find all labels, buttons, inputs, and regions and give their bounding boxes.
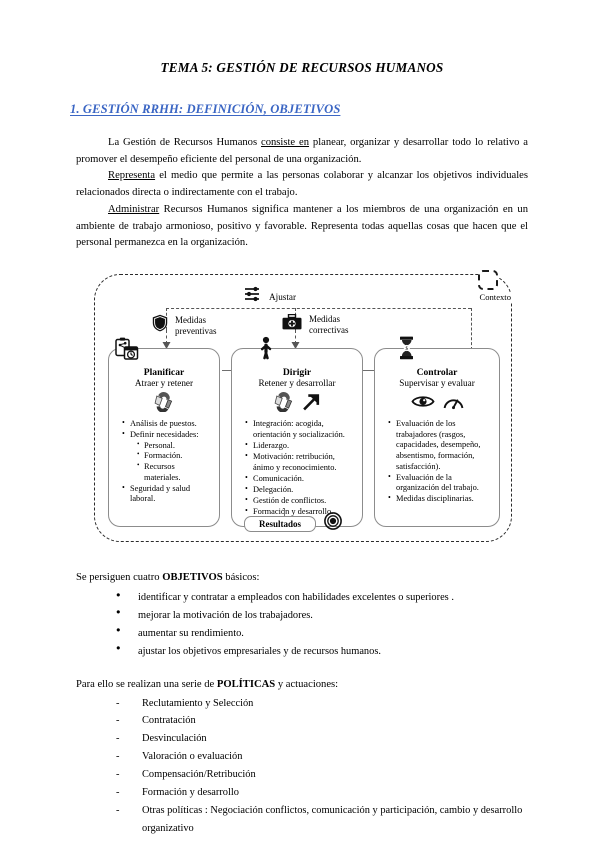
- card-planificar-head: [115, 367, 213, 389]
- objectives-lead: [76, 570, 528, 587]
- list-item: [138, 451, 211, 462]
- policies-lead: [76, 677, 528, 694]
- list-item: [116, 766, 528, 784]
- card-dirigir-item-2: Motivación: retribución, ánimo y reconocimiento.: [253, 451, 337, 472]
- first-aid-kit-icon: [282, 314, 302, 335]
- gauge-icon: [443, 394, 464, 415]
- card-planificar-icons: [115, 393, 213, 415]
- card-dirigir-item-3: Comunicación.: [253, 473, 304, 483]
- list-item: [390, 419, 491, 472]
- preventive-line-2: preventivas: [175, 325, 217, 336]
- list-item: [138, 441, 211, 452]
- list-item: [116, 712, 528, 730]
- objectives-item-3: ajustar los objetivos empresariales y de recursos humanos.: [138, 645, 381, 657]
- card-controlar-head: [381, 367, 493, 389]
- policies-item-4: Compensación/Retribución: [142, 769, 256, 781]
- sliders-icon: [244, 286, 261, 307]
- hrm-process-diagram: [94, 270, 514, 548]
- card-dirigir: [231, 348, 363, 527]
- list-item: [116, 730, 528, 748]
- adjust-node: [244, 286, 296, 307]
- target-dot-icon: [324, 512, 342, 535]
- card-dirigir-head: [238, 367, 356, 389]
- list-item: [138, 462, 211, 483]
- paragraph-1-rest: planear, organizar y desarrollar todo lo relativo a promover el desempeño eficiente del personal de una organización.: [76, 137, 529, 165]
- svg-text:$: $: [405, 347, 409, 353]
- card-dirigir-item-5: Gestión de conflictos.: [253, 495, 327, 505]
- card-planificar-sublist: [130, 441, 211, 483]
- objectives-lead-after: básicos:: [222, 572, 260, 584]
- magnifier-money-icon: [397, 336, 419, 365]
- card-controlar-list: [381, 419, 493, 505]
- policies-lead-before: Para ello se realizan una serie de: [76, 678, 217, 690]
- list-item: [390, 494, 491, 505]
- eye-icon: [411, 394, 435, 414]
- card-controlar-item-0: Evaluación de los trabajadores (rasgos, capacidades, desempeño, absentismo, formación, satisfacción).: [396, 419, 481, 471]
- list-item: [247, 496, 354, 507]
- policies-item-0: Reclutamiento y Selección: [142, 697, 254, 709]
- list-item: [116, 607, 528, 625]
- preventive-measures-node: [152, 314, 216, 337]
- list-item: [247, 485, 354, 496]
- card-dirigir-subtitle: Retener y desarrollar: [258, 378, 336, 389]
- policies-list: [76, 695, 528, 838]
- diagram-cards: [108, 348, 500, 527]
- paragraph-2: [76, 168, 528, 201]
- list-item: [116, 625, 528, 643]
- magnet-icon: [274, 392, 294, 417]
- paragraph-3: [76, 202, 528, 252]
- card-planificar-item-1: Definir necesidades:: [130, 430, 199, 440]
- paragraph-1: [76, 135, 528, 168]
- card-planificar-item-0: Análisis de puestos.: [130, 419, 197, 429]
- list-item: [116, 748, 528, 766]
- card-controlar-title: Controlar: [416, 367, 458, 379]
- corrective-measures-label: [309, 314, 348, 336]
- corrective-line-1: Medidas: [309, 314, 340, 325]
- card-controlar: [374, 348, 500, 527]
- list-item: [116, 589, 528, 607]
- card-planificar-item-2: Seguridad y salud laboral.: [130, 483, 191, 504]
- paragraph-3-rest: Recursos Humanos significa mantener a los miembros de una organización en un ambiente de trabajo armonioso, positivo y favorable. Representa todas aquellas cosas que hacen que el personal permanezca en la organización.: [76, 203, 528, 249]
- card-dirigir-icons: [238, 393, 356, 415]
- card-controlar-item-1: Evaluación de la organización del trabajo.: [396, 472, 479, 493]
- list-item: [116, 695, 528, 713]
- card-dirigir-item-4: Delegación.: [253, 484, 294, 494]
- list-item: [124, 430, 211, 483]
- result-node: [244, 512, 342, 535]
- card-planificar-sub-0: Personal.: [144, 440, 175, 450]
- page-title: TEMA 5: GESTIÓN DE RECURSOS HUMANOS: [160, 60, 444, 75]
- paragraph-2-rest: el medio que permite a las personas colaborar y alcanzar los objetivos individuales relacionados directa o indirectamente con el trabajo.: [76, 170, 528, 199]
- arrow-up-right-icon: [302, 392, 321, 416]
- objectives-item-1: mejorar la motivación de los trabajadores.: [138, 609, 313, 621]
- list-item: [247, 452, 354, 473]
- clipboard-calendar-icon: [115, 337, 139, 366]
- card-controlar-item-2: Medidas disciplinarias.: [396, 494, 474, 504]
- policies-item-1: Contratación: [142, 715, 196, 727]
- card-controlar-subtitle: Supervisar y evaluar: [399, 378, 475, 389]
- list-item: [124, 419, 211, 430]
- list-item: [124, 484, 211, 505]
- person-raising-arms-icon: [254, 336, 278, 365]
- result-label: Resultados: [244, 516, 316, 532]
- objectives-item-2: aumentar su rendimiento.: [138, 627, 244, 639]
- preventive-line-1: Medidas: [175, 314, 206, 325]
- objectives-item-0: identificar y contratar a empleados con habilidades excelentes o superiores .: [138, 592, 454, 604]
- card-planificar-sub-2: Recursos materiales.: [144, 462, 181, 482]
- policies-item-3: Valoración o evaluación: [142, 751, 243, 763]
- policies-item-5: Formación y desarrollo: [142, 787, 239, 799]
- list-item: [116, 784, 528, 802]
- context-label: Contexto: [479, 292, 511, 303]
- list-item: [390, 473, 491, 494]
- card-dirigir-title: Dirigir: [282, 367, 312, 379]
- policies-item-6: Otras políticas : Negociación conflictos, comunicación y participación, cambio y desarrollo organizativo: [142, 804, 523, 834]
- card-planificar-list: [115, 419, 213, 505]
- list-item: [116, 802, 528, 838]
- shield-icon: [152, 314, 168, 337]
- objectives-lead-bold: OBJETIVOS: [162, 572, 223, 584]
- preventive-measures-label: [175, 315, 216, 337]
- corrective-line-2: correctivas: [309, 324, 349, 335]
- section-heading-1: 1. GESTIÓN RRHH: DEFINICIÓN, OBJETIVOS: [70, 102, 341, 116]
- list-item: [247, 441, 354, 452]
- feedback-bus-horizontal: [166, 308, 471, 309]
- policies-item-2: Desvinculación: [142, 733, 207, 745]
- card-planificar-sub-1: Formación.: [144, 451, 183, 461]
- objectives-list: [76, 589, 528, 661]
- feedback-bus-right: [471, 308, 472, 350]
- card-planificar: [108, 348, 220, 527]
- adjust-label: Ajustar: [269, 291, 297, 302]
- corrective-measures-node: [282, 314, 348, 336]
- policies-lead-after: y actuaciones:: [275, 678, 339, 690]
- card-controlar-icons: [381, 393, 493, 415]
- list-item: [247, 474, 354, 485]
- paragraph-3-underlined: Administrar: [108, 203, 160, 215]
- card-dirigir-list: [238, 419, 356, 517]
- list-item: [247, 419, 354, 440]
- paragraph-1-lead: La Gestión de Recursos Humanos: [108, 137, 261, 148]
- card-dirigir-item-1: Liderazgo.: [253, 440, 290, 450]
- paragraph-2-underlined: Representa: [108, 170, 156, 182]
- card-planificar-title: Planificar: [143, 367, 185, 379]
- paragraph-1-underlined: consiste en: [261, 137, 310, 148]
- dashed-square-icon: [478, 270, 498, 290]
- page-content: [70, 60, 529, 838]
- card-dirigir-item-0: Integración: acogida, orientación y socialización.: [253, 419, 345, 439]
- policies-lead-bold: POLÍTICAS: [216, 678, 276, 690]
- card-dirigir-item-6: Formación y desarrollo.: [253, 506, 334, 516]
- magnet-icon: [154, 392, 174, 417]
- card-planificar-subtitle: Atraer y retener: [134, 378, 194, 389]
- objectives-lead-before: Se persiguen cuatro: [76, 572, 163, 584]
- list-item: [116, 643, 528, 661]
